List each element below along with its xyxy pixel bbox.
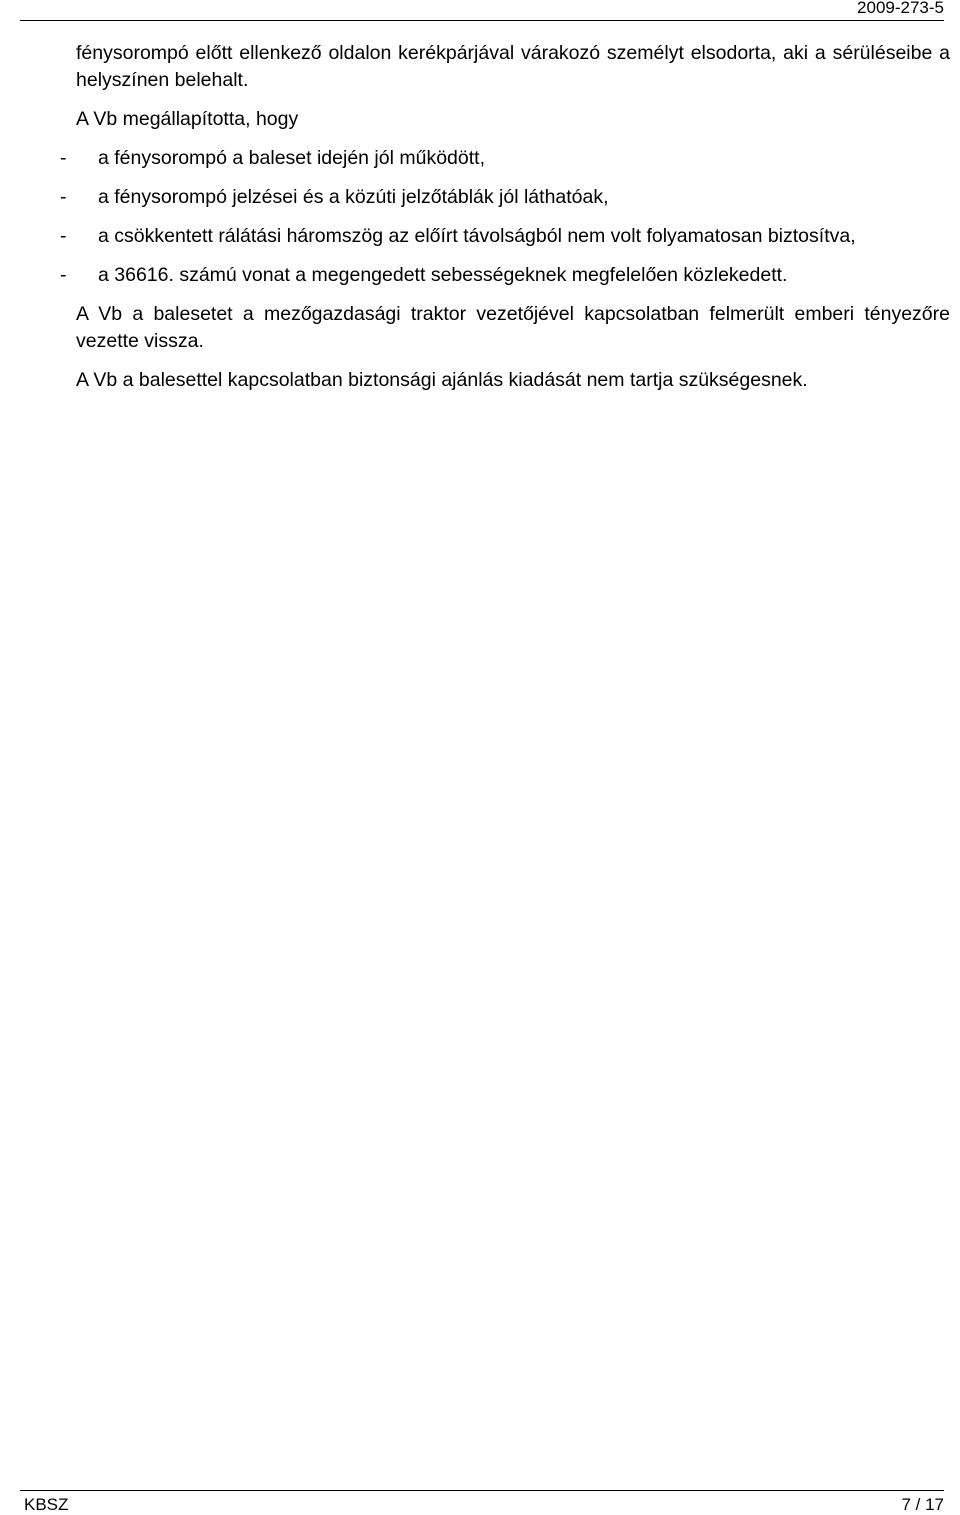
finding-text: a csökkentett rálátási háromszög az előírt távolságból nem volt folyamatosan biztosítva,	[98, 225, 856, 247]
finding-text: a fénysorompó a baleset idején jól működött,	[98, 147, 485, 169]
finding-item	[60, 262, 950, 289]
document-id: 2009-273-5	[857, 0, 944, 17]
footer-org: KBSZ	[24, 1495, 69, 1514]
page-number: 7 / 17	[901, 1495, 944, 1514]
page-footer	[20, 1490, 944, 1515]
list-dash: -	[60, 225, 67, 247]
list-dash: -	[60, 264, 67, 286]
finding-item	[60, 145, 950, 172]
list-dash: -	[60, 186, 67, 208]
cause-paragraph: A Vb a balesetet a mezőgazdasági traktor vezetőjével kapcsolatban felmerült emberi tényezőre vezette vissza.	[76, 303, 950, 352]
finding-text: a 36616. számú vonat a megengedett sebességeknek megfelelően közlekedett.	[98, 264, 788, 286]
finding-item	[60, 223, 950, 250]
list-dash: -	[60, 147, 67, 169]
intro-paragraph: fénysorompó előtt ellenkező oldalon kerékpárjával várakozó személyt elsodorta, aki a sérüléseibe a helyszínen belehalt.	[76, 42, 950, 91]
document-body	[60, 40, 950, 394]
finding-item	[60, 184, 950, 211]
recommendation-paragraph: A Vb a balesettel kapcsolatban biztonsági ajánlás kiadását nem tartja szükségesnek.	[76, 369, 808, 391]
page-header	[20, 0, 944, 21]
findings-lead: A Vb megállapította, hogy	[76, 108, 299, 130]
finding-text: a fénysorompó jelzései és a közúti jelzőtáblák jól láthatóak,	[98, 186, 609, 208]
